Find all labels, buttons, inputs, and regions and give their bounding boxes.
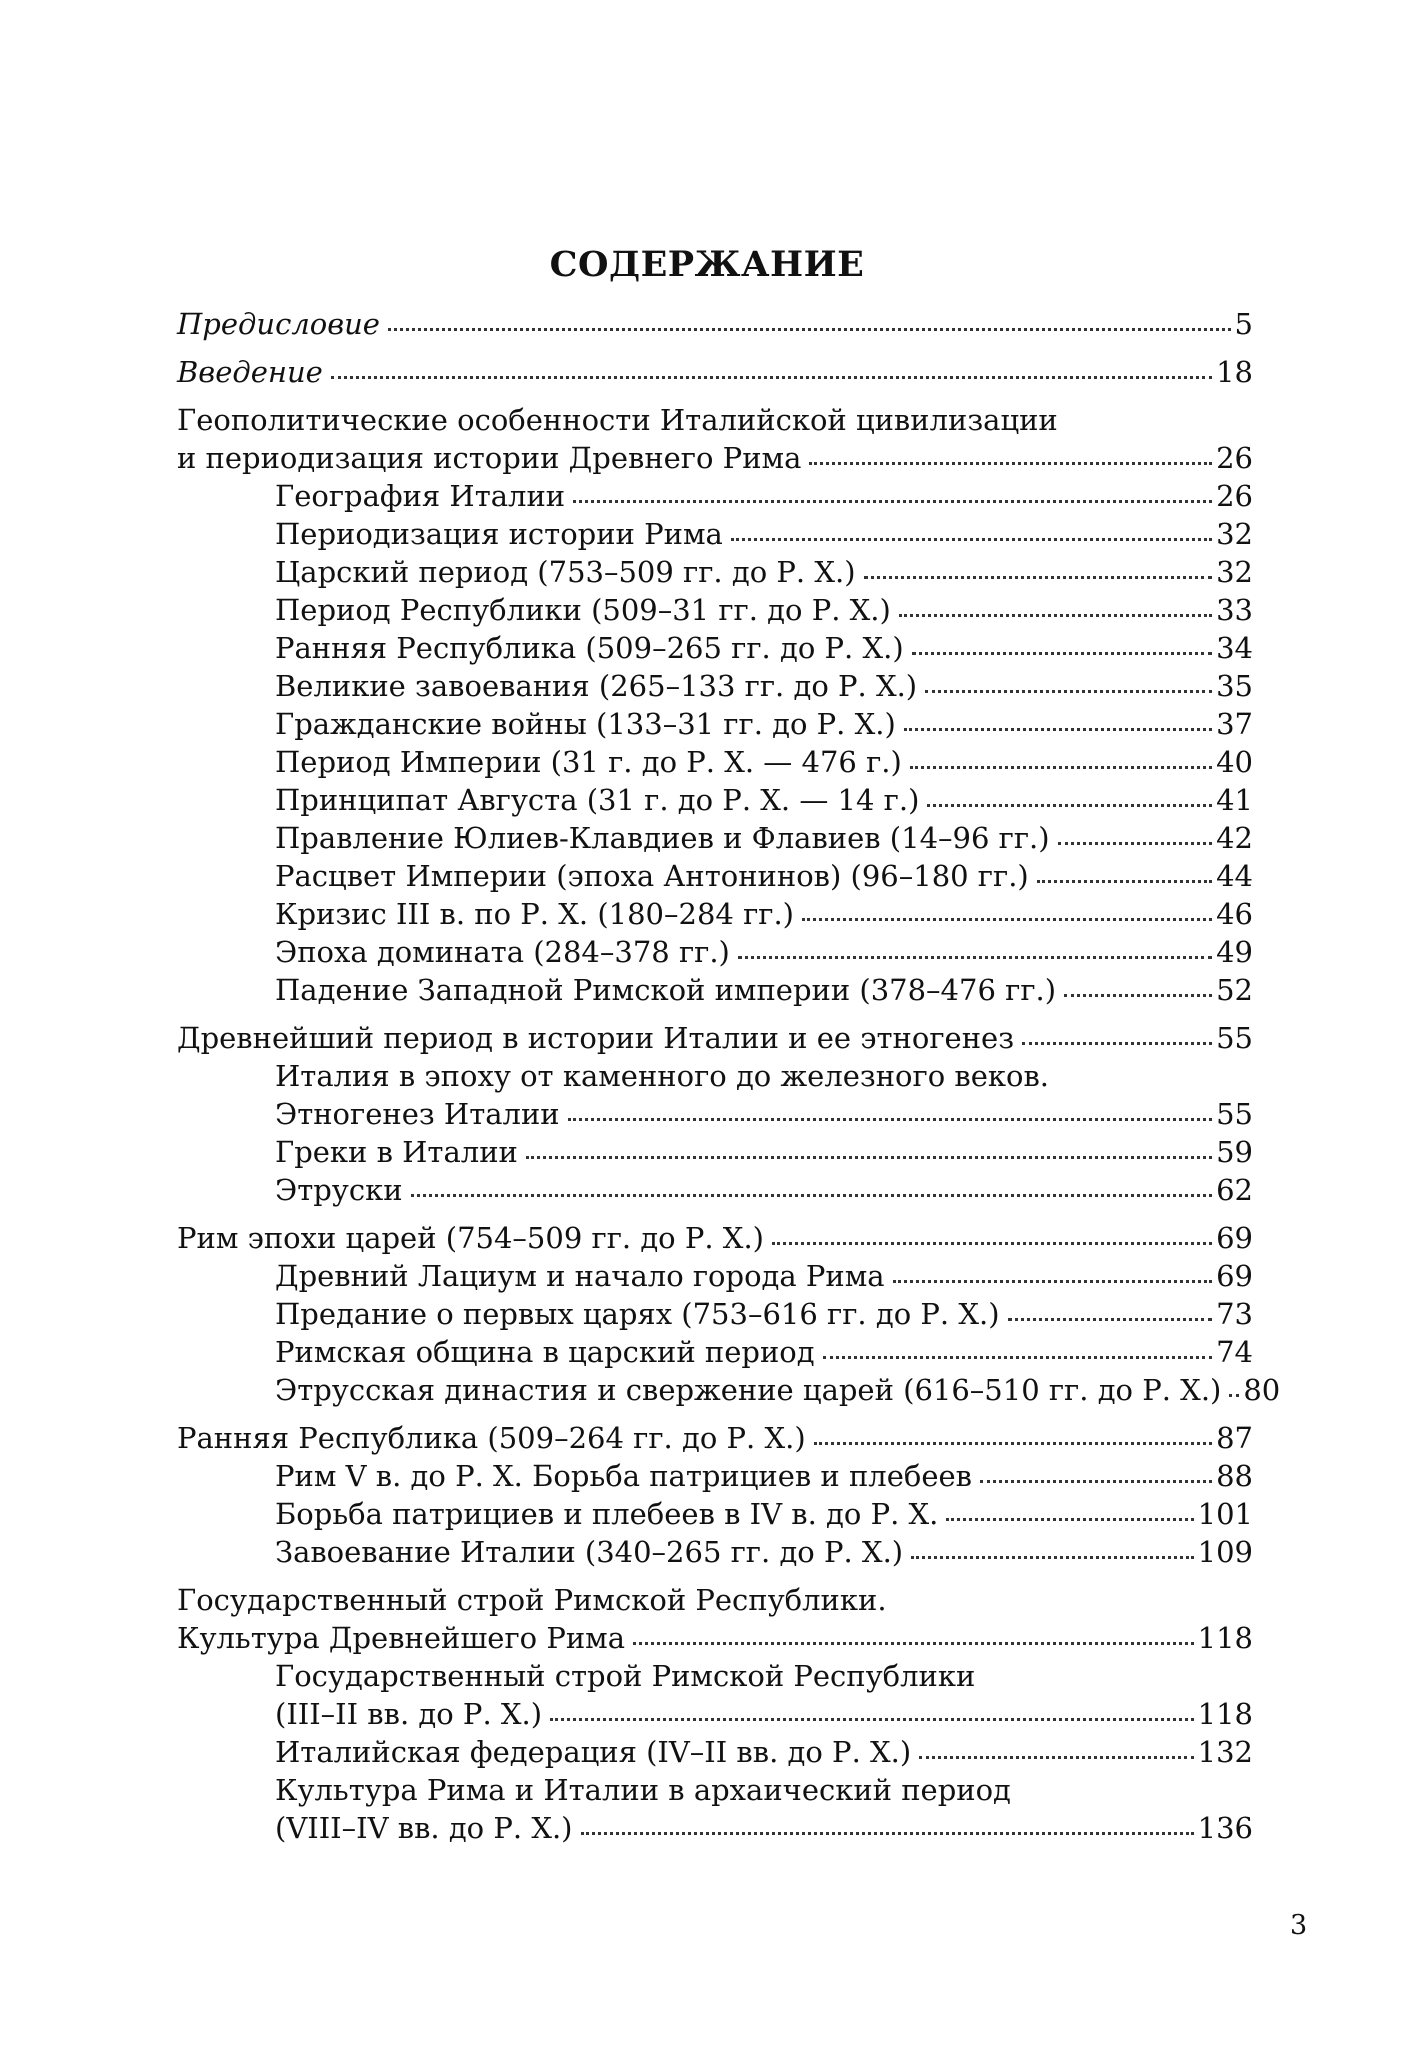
dot-leader — [581, 1832, 1194, 1835]
dot-leader — [899, 614, 1212, 617]
toc-entry-title: Италийская федерация (IV–II вв. до Р. Х.) — [275, 1735, 912, 1769]
toc-page-number: 44 — [1216, 859, 1253, 893]
toc-entry-title: Италия в эпоху от каменного до железного веков. — [275, 1059, 1049, 1093]
toc-subentry[interactable] — [177, 477, 1253, 515]
toc-entry-title: Правление Юлиев-Клавдиев и Флавиев (14–96 гг.) — [275, 821, 1050, 855]
toc-entry[interactable] — [177, 1619, 1253, 1657]
dot-leader — [573, 500, 1212, 503]
toc-entry-title: Культура Древнейшего Рима — [177, 1621, 626, 1655]
toc-subentry[interactable] — [177, 819, 1253, 857]
toc-page-number: 101 — [1197, 1497, 1253, 1531]
toc-page-number: 87 — [1216, 1421, 1253, 1455]
toc-entry-title: Ранняя Республика (509–264 гг. до Р. Х.) — [177, 1421, 806, 1455]
dot-leader — [925, 690, 1212, 693]
toc-page-number: 132 — [1197, 1735, 1253, 1769]
dot-leader — [1022, 1042, 1212, 1045]
dot-leader — [802, 918, 1212, 921]
toc-section — [177, 401, 1253, 1009]
toc-page-number: 26 — [1216, 479, 1253, 513]
toc-entry-title: Падение Западной Римской империи (378–476 гг.) — [275, 973, 1057, 1007]
toc-page-number: 80 — [1243, 1373, 1281, 1407]
toc-page-number: 49 — [1216, 935, 1253, 969]
table-of-contents — [177, 305, 1281, 1847]
toc-subentry[interactable] — [177, 895, 1253, 933]
toc-page-number: 118 — [1197, 1621, 1253, 1655]
toc-subentry[interactable] — [177, 1057, 1253, 1095]
dot-leader — [1058, 842, 1213, 845]
toc-subentry[interactable] — [177, 705, 1253, 743]
toc-page-number: 5 — [1234, 307, 1253, 341]
toc-subentry[interactable] — [177, 857, 1253, 895]
dot-leader — [893, 1280, 1212, 1283]
toc-entry-title: Период Республики (509–31 гг. до Р. Х.) — [275, 593, 891, 627]
dot-leader — [772, 1242, 1212, 1245]
toc-page-number: 62 — [1216, 1173, 1253, 1207]
toc-entry-title: Греки в Италии — [275, 1135, 518, 1169]
toc-subentry[interactable] — [177, 1295, 1253, 1333]
toc-entry-title: Расцвет Империи (эпоха Антонинов) (96–180 гг.) — [275, 859, 1029, 893]
toc-entry[interactable] — [177, 439, 1253, 477]
dot-leader — [919, 1756, 1193, 1759]
dot-leader — [1008, 1318, 1213, 1321]
toc-page-number: 73 — [1216, 1297, 1253, 1331]
dot-leader — [946, 1518, 1193, 1521]
dot-leader — [388, 328, 1231, 331]
dot-leader — [1229, 1394, 1239, 1397]
dot-leader — [633, 1642, 1194, 1645]
toc-subentry[interactable] — [177, 1733, 1253, 1771]
toc-entry-title: Эпоха домината (284–378 гг.) — [275, 935, 730, 969]
dot-leader — [911, 1556, 1194, 1559]
toc-entry-title: Гражданские войны (133–31 гг. до Р. Х.) — [275, 707, 896, 741]
dot-leader — [980, 1480, 1212, 1483]
toc-entry-title: Принципат Августа (31 г. до Р. Х. — 14 г.) — [275, 783, 920, 817]
toc-entry-title: Периодизация истории Рима — [275, 517, 723, 551]
toc-entry-title: Государственный строй Римской Республики — [275, 1659, 976, 1693]
toc-subentry[interactable] — [177, 781, 1253, 819]
toc-subentry[interactable] — [177, 1095, 1253, 1133]
toc-entry-title: Кризис III в. по Р. Х. (180–284 гг.) — [275, 897, 794, 931]
toc-entry[interactable] — [177, 1019, 1253, 1057]
toc-subentry[interactable] — [177, 1257, 1253, 1295]
dot-leader — [823, 1356, 1212, 1359]
toc-page-number: 109 — [1197, 1535, 1253, 1569]
page-title: СОДЕРЖАНИЕ — [549, 244, 865, 285]
toc-subentry[interactable] — [177, 933, 1253, 971]
toc-section — [177, 1581, 1253, 1847]
toc-page-number: 55 — [1216, 1097, 1253, 1131]
toc-entry-title: (VIII–IV вв. до Р. Х.) — [275, 1811, 573, 1845]
page-number: 3 — [1290, 1910, 1308, 1941]
toc-subentry[interactable] — [177, 1695, 1253, 1733]
dot-leader — [738, 956, 1212, 959]
dot-leader — [526, 1156, 1212, 1159]
toc-subentry[interactable] — [177, 1809, 1253, 1847]
dot-leader — [1037, 880, 1212, 883]
toc-entry-title: Ранняя Республика (509–265 гг. до Р. Х.) — [275, 631, 904, 665]
dot-leader — [411, 1194, 1213, 1197]
toc-subentry[interactable] — [177, 515, 1253, 553]
toc-page-number: 69 — [1216, 1221, 1253, 1255]
toc-entry-title: Предание о первых царях (753–616 гг. до Р. Х.) — [275, 1297, 1000, 1331]
toc-page-number: 46 — [1216, 897, 1253, 931]
toc-entry[interactable] — [177, 1581, 1253, 1619]
toc-subentry[interactable] — [177, 1533, 1253, 1571]
toc-subentry[interactable] — [177, 1171, 1253, 1209]
toc-section — [177, 353, 1253, 391]
toc-entry[interactable] — [177, 401, 1253, 439]
dot-leader — [927, 804, 1212, 807]
toc-entry-title: Этрусская династия и свержение царей (616–510 гг. до Р. Х.) — [275, 1373, 1222, 1407]
toc-entry-title: Этруски — [275, 1173, 403, 1207]
toc-entry-title: Геополитические особенности Италийской цивилизации — [177, 403, 1058, 437]
toc-subentry[interactable] — [177, 1495, 1253, 1533]
dot-leader — [550, 1718, 1194, 1721]
toc-entry[interactable] — [177, 305, 1253, 343]
dot-leader — [731, 538, 1212, 541]
toc-subentry[interactable] — [177, 743, 1253, 781]
toc-subentry[interactable] — [177, 553, 1253, 591]
toc-subentry[interactable] — [177, 1133, 1253, 1171]
toc-entry-title: Период Империи (31 г. до Р. Х. — 476 г.) — [275, 745, 902, 779]
toc-page-number: 37 — [1216, 707, 1253, 741]
toc-page-number: 41 — [1216, 783, 1253, 817]
toc-entry[interactable] — [177, 353, 1253, 391]
toc-subentry[interactable] — [177, 591, 1253, 629]
toc-subentry[interactable] — [177, 1457, 1253, 1495]
dot-leader — [904, 728, 1212, 731]
dot-leader — [1064, 994, 1212, 997]
toc-entry-title: География Италии — [275, 479, 566, 513]
dot-leader — [864, 576, 1213, 579]
toc-page-number: 69 — [1216, 1259, 1253, 1293]
toc-page-number: 40 — [1216, 745, 1253, 779]
toc-page-number: 59 — [1216, 1135, 1253, 1169]
toc-entry[interactable] — [177, 1219, 1253, 1257]
toc-page-number: 118 — [1197, 1697, 1253, 1731]
toc-page-number: 88 — [1216, 1459, 1253, 1493]
toc-section — [177, 305, 1253, 343]
toc-subentry[interactable] — [177, 971, 1253, 1009]
toc-page-number: 42 — [1216, 821, 1253, 855]
toc-page-number: 18 — [1216, 355, 1253, 389]
toc-entry-title: Этногенез Италии — [275, 1097, 560, 1131]
toc-section — [177, 1219, 1281, 1409]
toc-entry-title: Введение — [177, 355, 323, 389]
toc-subentry[interactable] — [177, 667, 1253, 705]
toc-entry-title: Государственный строй Римской Республики. — [177, 1583, 887, 1617]
dot-leader — [568, 1118, 1212, 1121]
toc-entry-title: Великие завоевания (265–133 гг. до Р. Х.) — [275, 669, 918, 703]
toc-page-number: 55 — [1216, 1021, 1253, 1055]
dot-leader — [910, 766, 1212, 769]
toc-entry-title: Древний Лациум и начало города Рима — [275, 1259, 885, 1293]
dot-leader — [912, 652, 1212, 655]
toc-entry-title: Борьба патрициев и плебеев в IV в. до Р. Х. — [275, 1497, 939, 1531]
toc-subentry[interactable] — [177, 1771, 1253, 1809]
toc-page-number: 52 — [1216, 973, 1253, 1007]
toc-entry-title: Завоевание Италии (340–265 гг. до Р. Х.) — [275, 1535, 904, 1569]
toc-entry-title: и периодизация истории Древнего Рима — [177, 441, 802, 475]
toc-section — [177, 1419, 1253, 1571]
toc-page-number: 26 — [1216, 441, 1253, 475]
dot-leader — [809, 462, 1212, 465]
dot-leader — [331, 376, 1212, 379]
toc-page-number: 74 — [1216, 1335, 1253, 1369]
toc-subentry[interactable] — [177, 629, 1253, 667]
toc-entry[interactable] — [177, 1419, 1253, 1457]
toc-page-number: 34 — [1216, 631, 1253, 665]
toc-entry-title: Культура Рима и Италии в архаический период — [275, 1773, 1011, 1807]
toc-subentry[interactable] — [177, 1371, 1281, 1409]
toc-section — [177, 1019, 1253, 1209]
toc-entry-title: Древнейший период в истории Италии и ее этногенез — [177, 1021, 1015, 1055]
toc-entry-title: Предисловие — [177, 307, 380, 341]
toc-entry-title: Царский период (753–509 гг. до Р. Х.) — [275, 555, 856, 589]
toc-page-number: 136 — [1197, 1811, 1253, 1845]
toc-page-number: 32 — [1216, 517, 1253, 551]
dot-leader — [814, 1442, 1212, 1445]
toc-subentry[interactable] — [177, 1333, 1253, 1371]
toc-entry-title: Рим эпохи царей (754–509 гг. до Р. Х.) — [177, 1221, 764, 1255]
toc-page-number: 33 — [1216, 593, 1253, 627]
toc-page-number: 35 — [1216, 669, 1253, 703]
toc-subentry[interactable] — [177, 1657, 1253, 1695]
toc-entry-title: (III–II вв. до Р. Х.) — [275, 1697, 543, 1731]
toc-entry-title: Рим V в. до Р. Х. Борьба патрициев и плебеев — [275, 1459, 973, 1493]
toc-entry-title: Римская община в царский период — [275, 1335, 815, 1369]
toc-page-number: 32 — [1216, 555, 1253, 589]
